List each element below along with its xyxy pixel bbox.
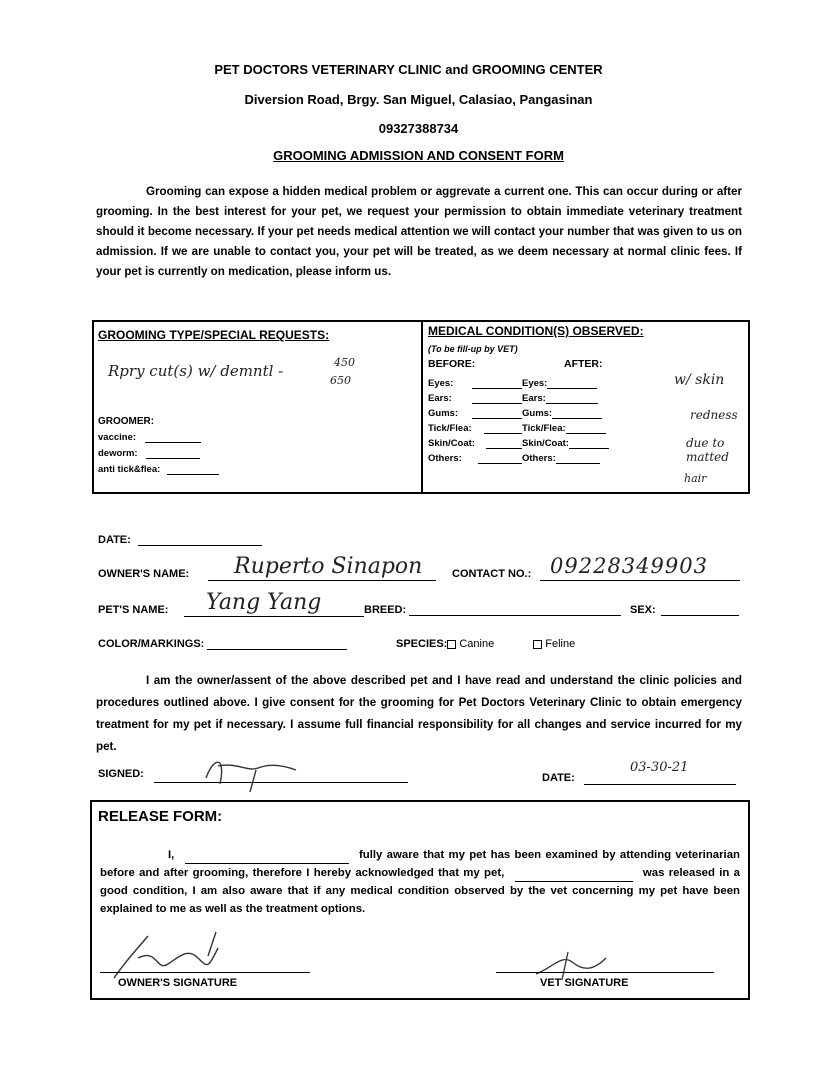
- clinic-phone: 09327388734: [378, 121, 459, 136]
- side-note-3: due to matted: [686, 436, 729, 464]
- before-label: BEFORE:: [428, 358, 476, 370]
- pet-name-line: [184, 616, 364, 617]
- owner-sig-label: OWNER'S SIGNATURE: [118, 977, 238, 989]
- form-title: GROOMING ADMISSION AND CONSENT FORM: [273, 148, 564, 163]
- date-field[interactable]: [98, 534, 262, 546]
- sex-label: SEX:: [630, 604, 656, 616]
- side-note-1: w/ skin: [674, 372, 725, 388]
- sex-line: [661, 615, 739, 616]
- medical-row-others: Others: Others:: [428, 449, 628, 464]
- canine-label: Canine: [459, 638, 495, 650]
- feline-checkbox[interactable]: [533, 640, 542, 649]
- release-title: RELEASE FORM:: [98, 808, 223, 825]
- breed-label: BREED:: [364, 604, 407, 616]
- medical-row-tick: Tick/Flea: Tick/Flea:: [428, 419, 628, 434]
- date-line: [138, 545, 262, 546]
- owner-name-value[interactable]: Ruperto Sinapon: [234, 554, 423, 579]
- clinic-name: PET DOCTORS VETERINARY CLINIC and GROOMING CENTER: [214, 62, 603, 77]
- sex-field[interactable]: [630, 604, 739, 616]
- anti-tick-label: anti tick&flea:: [98, 464, 161, 475]
- canine-checkbox[interactable]: [447, 640, 456, 649]
- medical-rows: [428, 374, 628, 464]
- grooming-title: GROOMING TYPE/SPECIAL REQUESTS:: [98, 328, 330, 342]
- species-label: SPECIES:: [396, 638, 448, 650]
- signed-date-value[interactable]: 03-30-21: [630, 760, 689, 775]
- grooming-price-2: 650: [330, 374, 351, 387]
- signed-date-line: [584, 784, 736, 785]
- contact-label: CONTACT NO.:: [452, 568, 532, 580]
- species-field: [396, 638, 575, 650]
- owner-sig-line: [100, 972, 310, 973]
- vaccine-field[interactable]: [98, 432, 201, 443]
- side-note-2: redness: [690, 408, 738, 422]
- breed-line: [409, 615, 621, 616]
- color-line: [207, 649, 347, 650]
- owner-name-line: [208, 580, 436, 581]
- date-label: DATE:: [98, 534, 131, 546]
- anti-tick-line: [167, 474, 219, 475]
- medical-row-ears: Ears: Ears:: [428, 389, 628, 404]
- feline-label: Feline: [545, 638, 576, 650]
- contact-value[interactable]: 09228349903: [550, 554, 708, 578]
- clinic-address: Diversion Road, Brgy. San Miguel, Calasiao, Pangasinan: [244, 92, 593, 107]
- deworm-label: deworm:: [98, 448, 138, 459]
- color-label: COLOR/MARKINGS:: [98, 638, 205, 650]
- release-i-label: I,: [168, 849, 175, 861]
- vet-sig-label: VET SIGNATURE: [540, 977, 629, 989]
- medical-row-skin: Skin/Coat: Skin/Coat:: [428, 434, 628, 449]
- medical-row-eyes: Eyes: Eyes:: [428, 374, 628, 389]
- medical-note: (To be fill-up by VET): [428, 344, 518, 354]
- medical-row-gums: Gums: Gums:: [428, 404, 628, 419]
- vaccine-line: [145, 442, 201, 443]
- contact-line: [540, 580, 740, 581]
- side-note-4: hair: [684, 472, 707, 485]
- breed-field[interactable]: [364, 604, 621, 616]
- consent-paragraph: I am the owner/assent of the above described pet and I have read and understand the clinic policies and procedures outlined above. I give consent for the grooming for Pet Doctors Veterinary Clinic to obtain emergency treatment for my pet if necessary. I assume full financial responsibility for all changes and service incurred for my pet.: [96, 674, 742, 753]
- owner-name-label: OWNER'S NAME:: [98, 568, 190, 580]
- box-divider: [421, 322, 423, 492]
- intro-paragraph: Grooming can expose a hidden medical problem or aggrevate a current one. This can occur during or after grooming. In the best interest for your pet, we request your permission to obtain immediate veterinary treatment should it become necessary. If your pet needs medical attention we will contact your number that was given to us on admission. If we are unable to contact you, your pet will be treated, as we deem necessary at normal clinic fees. If your pet is currently on medication, please inform us.: [96, 185, 742, 278]
- after-label: AFTER:: [564, 358, 603, 370]
- grooming-request-handwritten: Rpry cut(s) w/ demntl -: [108, 362, 284, 380]
- owner-signature-mark: [196, 748, 316, 798]
- release-text-1: fully aware that my pet has been examined by attending veterinarian before and after grooming, therefore I hereby acknowledged that my pet,: [100, 849, 740, 879]
- anti-tick-field[interactable]: [98, 464, 219, 475]
- pet-name-value[interactable]: Yang Yang: [206, 590, 322, 615]
- color-field[interactable]: [98, 638, 347, 650]
- release-pet-line[interactable]: [515, 881, 633, 882]
- pet-name-label: PET'S NAME:: [98, 604, 169, 616]
- groomer-label: GROOMER:: [98, 416, 155, 427]
- deworm-line: [146, 458, 200, 459]
- vet-sig-line: [496, 972, 714, 973]
- medical-title: MEDICAL CONDITION(S) OBSERVED:: [428, 324, 644, 338]
- release-text-2: was released in a good condition, I am also aware that if any medical condition observed by the vet concerning my pet have been explained to me as well as the treatment options.: [100, 867, 740, 915]
- vaccine-label: vaccine:: [98, 432, 137, 443]
- signed-date-label: DATE:: [542, 772, 575, 784]
- grooming-medical-box: [92, 320, 750, 494]
- deworm-field[interactable]: [98, 448, 200, 459]
- grooming-price-1: 450: [334, 356, 355, 369]
- release-box: [90, 800, 750, 1000]
- release-name-line[interactable]: [185, 863, 349, 864]
- release-text: [100, 846, 740, 918]
- signed-label: SIGNED:: [98, 768, 144, 780]
